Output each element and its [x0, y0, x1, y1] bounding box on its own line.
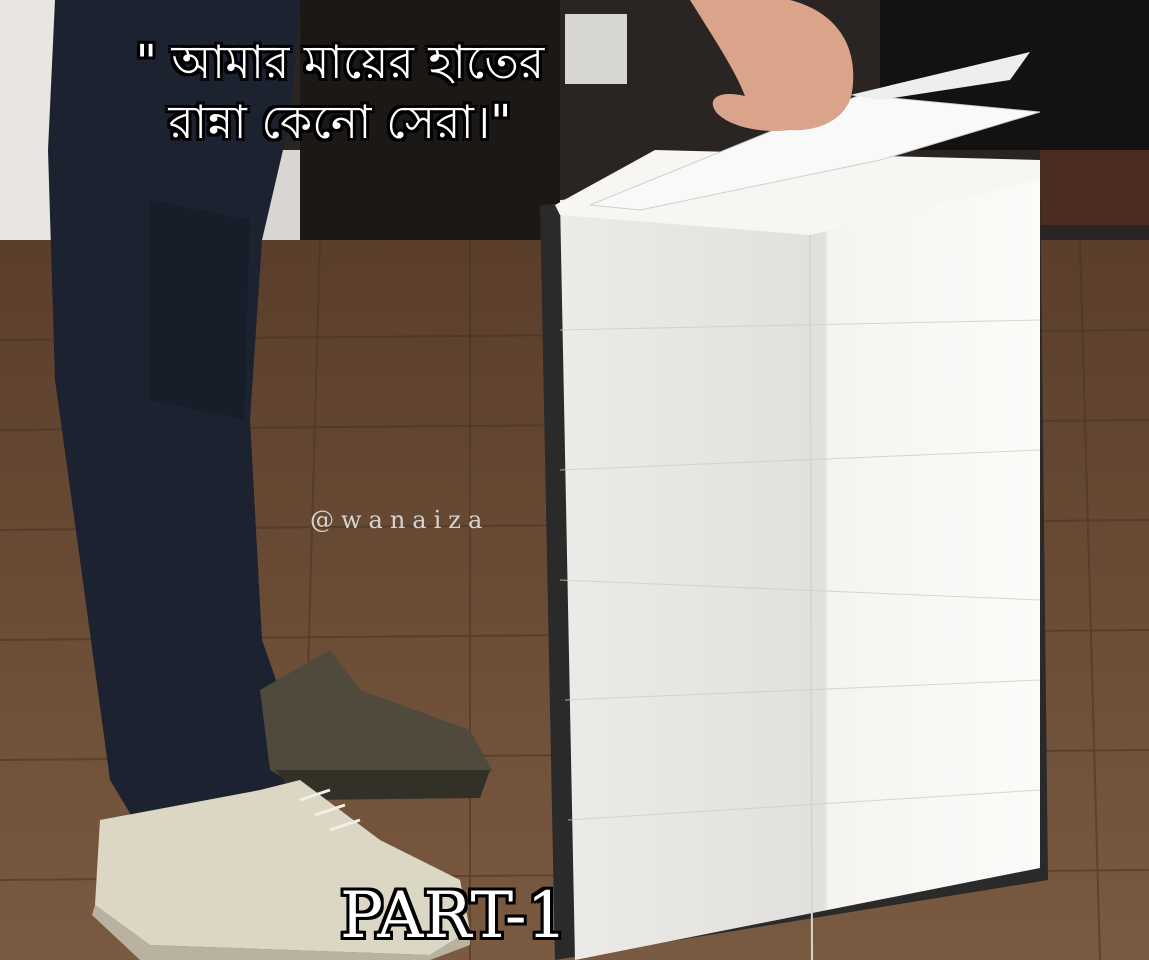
back-table — [1040, 150, 1149, 225]
caption-line-1: " আমার মায়ের হাতের — [135, 35, 545, 89]
caption-text — [60, 32, 620, 152]
watermark: @wanaiza — [310, 506, 490, 534]
paper-stack — [540, 52, 1048, 960]
caption-line-2: রান্না কেনো সেরা।" — [168, 95, 512, 149]
part-label: PART-1 — [340, 879, 568, 953]
